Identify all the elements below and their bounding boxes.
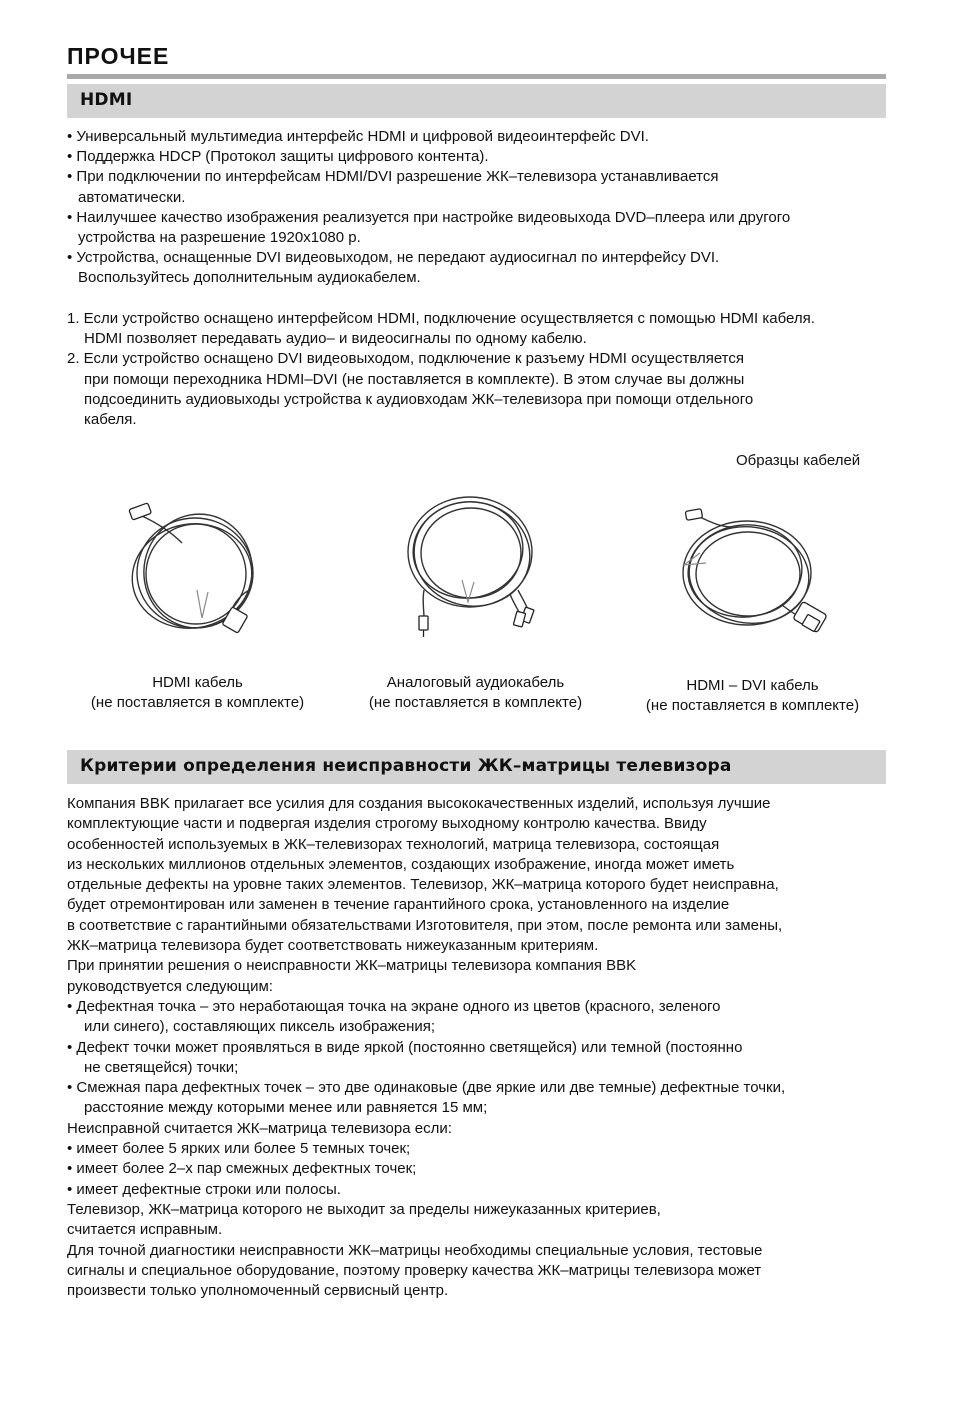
hdmi-bullet-continuation: автоматически. (78, 188, 186, 206)
criteria-bullet: • Дефектная точка – это неработающая точка на экране одного из цветов (красного, зеленого (67, 997, 721, 1015)
criteria-line: в соответствие с гарантийными обязательствами Изготовителя, при этом, после ремонта или замены, (67, 916, 783, 934)
criteria-bullet-continuation: расстояние между которыми менее или равняется 15 мм; (84, 1099, 488, 1117)
numbered-item-continuation: кабеля. (84, 411, 137, 429)
numbered-item: 2. Если устройство оснащено DVI видеовыходом, подключение к разъему HDMI осуществляется (67, 350, 744, 368)
criteria-bullet-continuation: не светящейся) точки; (84, 1058, 239, 1076)
hdmi-bullet: • Поддержка HDCP (Протокол защиты цифрового контента). (67, 148, 489, 166)
cable-name: HDMI – DVI кабель (686, 677, 819, 694)
criteria-bullet: • имеет более 5 ярких или более 5 темных точек; (67, 1140, 411, 1158)
criteria-bullet: • имеет дефектные строки или полосы. (67, 1180, 341, 1198)
criteria-line: сигналы и специальное оборудование, поэтому проверку качества ЖК–матрицы телевизора может (67, 1261, 762, 1279)
criteria-section-title: Критерии определения неисправности ЖК–матрицы телевизора (80, 756, 732, 776)
hdmi-dvi-cable-illustration (672, 505, 832, 650)
criteria-line: Телевизор, ЖК–матрица которого не выходит за пределы нижеуказанных критериев, (67, 1200, 661, 1218)
cable-caption-hdmi-dvi (625, 676, 880, 716)
hdmi-section-title: HDMI (80, 90, 133, 110)
criteria-line: произвести только уполномоченный сервисный центр. (67, 1282, 449, 1300)
cable-caption-audio (348, 673, 603, 713)
hdmi-bullet: • Наилучшее качество изображения реализуется при настройке видеовыхода DVD–плеера или другого (67, 208, 791, 226)
hdmi-bullet-list (67, 127, 897, 289)
criteria-bullet-continuation: или синего), составляющих пиксель изображения; (84, 1018, 436, 1036)
criteria-section-header (67, 750, 886, 784)
cable-note: (не поставляется в комплекте) (90, 694, 305, 711)
criteria-line: комплектующие части и подвергая изделия строгому выходному контролю качества. Ввиду (67, 815, 707, 833)
criteria-line: будет отремонтирован или заменен в течение гарантийного срока, установленного на изделие (67, 896, 730, 914)
criteria-line: считается исправным. (67, 1221, 223, 1239)
hdmi-bullet: • Универсальный мультимедиа интерфейс HDMI и цифровой видеоинтерфейс DVI. (67, 128, 649, 145)
criteria-bullet: • имеет более 2–х пар смежных дефектных точек; (67, 1160, 417, 1178)
criteria-text (67, 794, 897, 1301)
criteria-bullet: • Дефект точки может проявляться в виде яркой (постоянно светящейся) или темной (постоянно (67, 1038, 743, 1056)
numbered-item-continuation: при помощи переходника HDMI–DVI (не поставляется в комплекте). В этом случае вы должны (84, 370, 745, 388)
criteria-line: Для точной диагностики неисправности ЖК–матрицы необходимы специальные условия, тестовые (67, 1241, 763, 1259)
criteria-line: При принятии решения о неисправности ЖК–матрицы телевизора компания BBK (67, 957, 637, 975)
criteria-line: отдельные дефекты на уровне таких элементов. Телевизор, ЖК–матрица которого будет неисправна, (67, 876, 779, 894)
hdmi-bullet: • При подключении по интерфейсам HDMI/DVI разрешение ЖК–телевизора устанавливается (67, 168, 719, 186)
criteria-line: Неисправной считается ЖК–матрица телевизора если: (67, 1119, 452, 1137)
cable-name: Аналоговый аудиокабель (386, 674, 565, 691)
criteria-line: Компания BBK прилагает все усилия для создания высококачественных изделий, используя лучшие (67, 795, 771, 812)
criteria-line: ЖК–матрица телевизора будет соответствовать нижеуказанным критериям. (67, 937, 599, 955)
title-divider (67, 74, 886, 79)
hdmi-bullet: • Устройства, оснащенные DVI видеовыходом, не передают аудиосигнал по интерфейсу DVI. (67, 249, 720, 267)
cable-samples-label: Образцы кабелей (736, 452, 861, 469)
hdmi-section-header (67, 84, 886, 118)
cable-name: HDMI кабель (152, 674, 243, 691)
cable-caption-hdmi (70, 673, 325, 713)
criteria-line: особенностей используемых в ЖК–телевизорах технологий, матрица телевизора, состоящая (67, 835, 720, 853)
criteria-line: из нескольких миллионов отдельных элементов, создающих изображение, иногда может иметь (67, 855, 735, 873)
numbered-item-continuation: HDMI позволяет передавать аудио– и видеосигналы по одному кабелю. (84, 330, 587, 348)
criteria-line: руководствуется следующим: (67, 977, 273, 995)
numbered-item: 1. Если устройство оснащено интерфейсом HDMI, подключение осуществляется с помощью HDMI кабеля. (67, 310, 815, 327)
criteria-bullet: • Смежная пара дефектных точек – это две одинаковые (две яркие или две темные) дефектные точки, (67, 1079, 786, 1097)
hdmi-numbered-list (67, 309, 897, 430)
page-title: ПРОЧЕЕ (67, 43, 170, 69)
cable-note: (не поставляется в комплекте) (368, 694, 583, 711)
numbered-item-continuation: подсоединить аудиовыходы устройства к аудиовходам ЖК–телевизора при помощи отдельного (84, 390, 754, 408)
cable-note: (не поставляется в комплекте) (645, 697, 860, 714)
hdmi-bullet-continuation: Воспользуйтесь дополнительным аудиокабелем. (78, 269, 421, 287)
audio-cable-illustration (392, 490, 552, 640)
hdmi-cable-illustration (122, 498, 272, 638)
hdmi-bullet-continuation: устройства на разрешение 1920x1080 р. (78, 229, 361, 247)
